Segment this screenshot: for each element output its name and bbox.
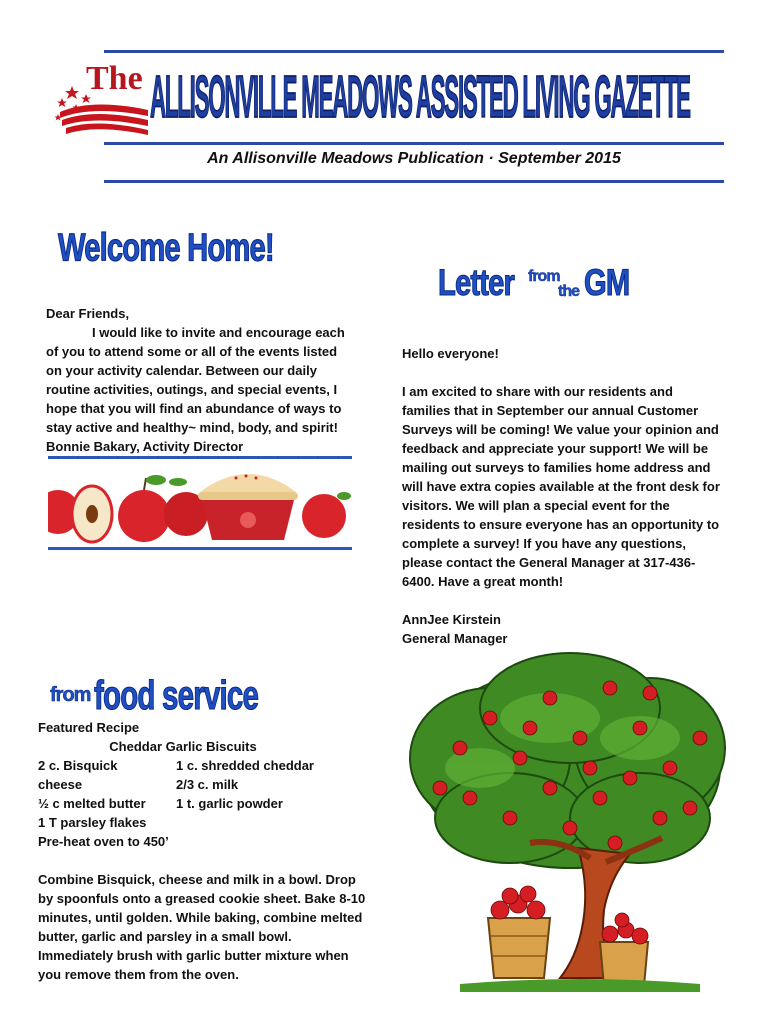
letter-body <box>402 344 722 648</box>
ingredient-right: 1 t. garlic powder <box>176 796 283 811</box>
masthead-the: The <box>86 60 143 97</box>
recipe-block <box>38 718 368 984</box>
welcome-greeting: Dear Friends, <box>46 306 130 321</box>
welcome-signature: Bonnie Bakary, Activity Director <box>46 439 244 454</box>
recipe-parsley: 1 T parsley flakes <box>38 815 147 830</box>
masthead-title: ALLISONVILLE MEADOWS ASSISTED LIVING GAZETTE <box>150 62 690 131</box>
letter-greeting: Hello everyone! <box>402 346 499 361</box>
recipe-featured-label: Featured Recipe <box>38 720 140 735</box>
ingredient-row <box>38 775 368 794</box>
recipe-preheat: Pre-heat oven to 450’ <box>38 834 169 849</box>
ingredient-row <box>38 794 368 813</box>
food-heading-main: food service <box>94 672 259 718</box>
masthead-rule <box>104 142 724 145</box>
letter-paragraph: I am excited to share with our residents and families that in September our annual Customer Surveys will be coming! We value your opinion and feedback and appreciate your support! We will be mailing out surveys to families home address and will have extra copies available at the front desk for visitors. We will plan a special event for the residents to ensure everyone has an opportunity to complete a survey! If you have any questions, please contact the General Manager at 317-436-6400. Have a great month! <box>402 384 720 589</box>
apple-pie-banner-image <box>48 456 352 550</box>
recipe-directions: Combine Bisquick, cheese and milk in a bowl. Drop by spoonfuls onto a greased cookie sheet. Bake 8-10 minutes, until golden. While baking, combine melted butter, garlic and parsley in a small bowl. Immediately brush with garlic butter mixture when you remove them from the oven. <box>38 872 366 982</box>
ingredient-left: cheese <box>38 777 83 792</box>
masthead-subtitle: An Allisonville Meadows Publication · September 2015 <box>207 150 621 167</box>
welcome-body <box>46 304 352 456</box>
letter-heading-from: from <box>528 268 560 285</box>
recipe-name: Cheddar Garlic Biscuits <box>109 739 257 754</box>
letter-signer-title: General Manager <box>402 631 508 646</box>
subtitle-rule <box>104 180 724 183</box>
letter-heading-gm: GM <box>584 262 630 304</box>
welcome-paragraph: I would like to invite and encourage each of you to attend some or all of the events listed on your activity calendar. Between our daily routine activities, outings, and special events, I hope that you will find an abundance of ways to stay active and healthy~ mind, body, and spirit! <box>46 325 345 435</box>
ingredient-left: ½ c melted butter <box>38 796 146 811</box>
letter-heading-word: Letter <box>438 262 515 304</box>
letter-signer-name: AnnJee Kirstein <box>402 612 501 627</box>
ingredient-left: 2 c. Bisquick <box>38 758 118 773</box>
letter-heading-the: the <box>558 283 579 300</box>
ingredient-right: 2/3 c. milk <box>176 777 239 792</box>
welcome-heading: Welcome Home! <box>58 226 274 270</box>
apple-tree-image <box>400 648 730 998</box>
ingredient-row <box>38 756 368 775</box>
ingredient-right: 1 c. shredded cheddar <box>176 758 314 773</box>
food-heading-from: from <box>50 684 91 706</box>
